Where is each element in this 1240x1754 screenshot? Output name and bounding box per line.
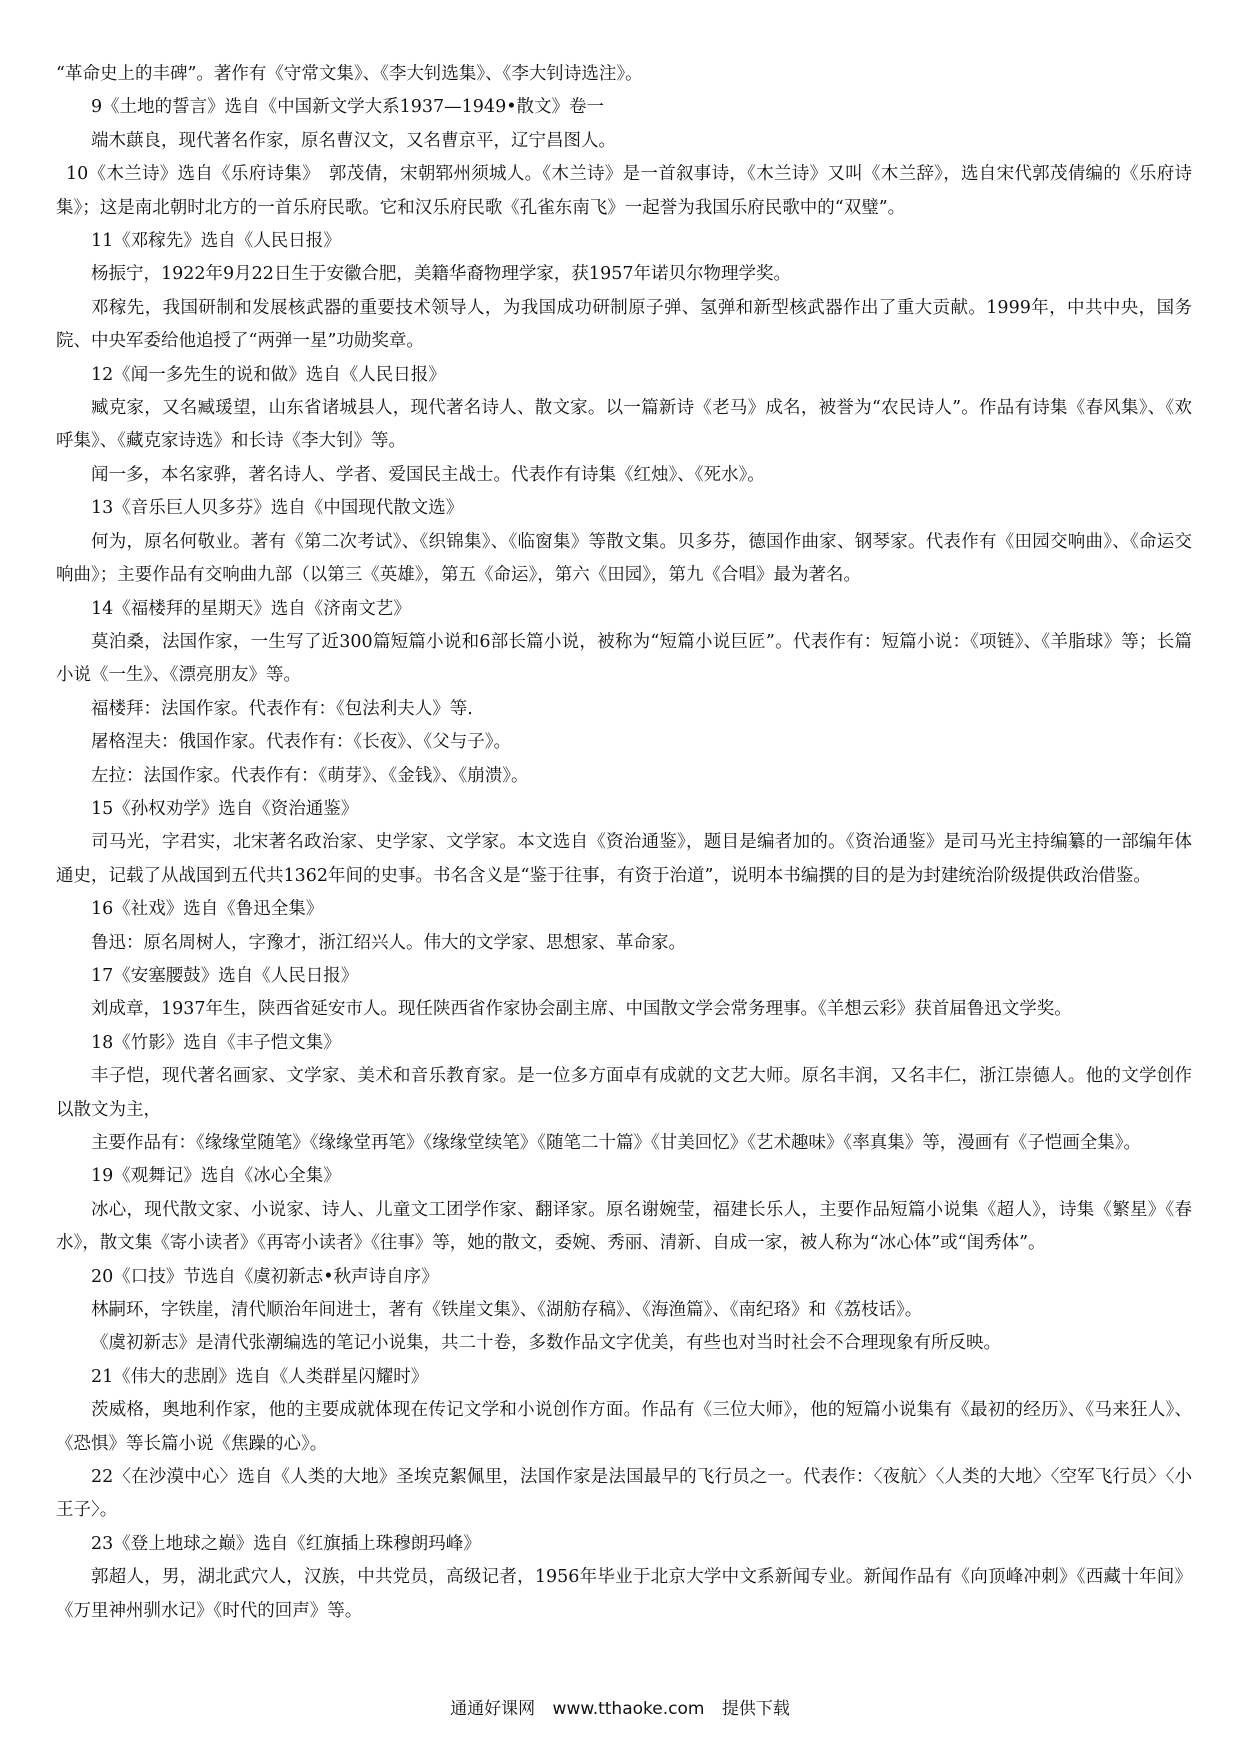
paragraph: 莫泊桑，法国作家，一生写了近300篇短篇小说和6部长篇小说，被称为“短篇小说巨匠”。代表作有：短篇小说：《项链》、《羊脂球》等；长篇小说《一生》、《漂亮朋友》等。 [56, 631, 1192, 686]
paragraph: 15《孙权劝学》选自《资治通鉴》 [91, 798, 359, 819]
paragraph: 11《邓稼先》选自《人民日报》 [91, 231, 341, 252]
footer-suffix: 提供下载 [721, 1699, 790, 1719]
footer-site-name: 通通好课网 [450, 1699, 536, 1719]
paragraph: 郭超人，男，湖北武穴人，汉族，中共党员，高级记者，1956年毕业于北京大学中文系新闻专业。新闻作品有《向顶峰冲刺》《西藏十年间》《万里神州驯水记》《时代的回声》等。 [56, 1567, 1192, 1621]
footer-url[interactable]: www.tthaoke.com [552, 1699, 705, 1719]
document-body [56, 58, 1192, 1628]
paragraph: 何为，原名何敬业。著有《第二次考试》、《织锦集》、《临窗集》等散文集。贝多芬，德国作曲家、钢琴家。代表作有《田园交响曲》、《命运交响曲》；主要作品有交响曲九部（以第三《英雄》，第五《命运》，第六《田园》，第九《合唱》最为著名。 [56, 531, 1192, 586]
paragraph: 17《安塞腰鼓》选自《人民日报》 [91, 965, 359, 986]
paragraph: 臧克家，又名臧瑗望，山东省诸城县人，现代著名诗人、散文家。以一篇新诗《老马》成名，被誉为“农民诗人”。作品有诗集《春风集》、《欢呼集》、《藏克家诗选》和长诗《李大钊》等。 [56, 398, 1192, 452]
paragraph: 司马光，字君实，北宋著名政治家、史学家、文学家。本文选自《资治通鉴》，题目是编者加的。《资治通鉴》是司马光主持编纂的一部编年体通史，记载了从战国到五代共1362年间的史事。书名含义是“鉴于往事，有资于治道”，说明本书编撰的目的是为封建统治阶级提供政治借鉴。 [56, 832, 1192, 886]
paragraph: 鲁迅：原名周树人，字豫才，浙江绍兴人。伟大的文学家、思想家、革命家。 [91, 932, 686, 953]
paragraph: 19《观舞记》选自《冰心全集》 [91, 1166, 341, 1187]
paragraph: 丰子恺，现代著名画家、文学家、美术和音乐教育家。是一位多方面卓有成就的文艺大师。原名丰润，又名丰仁，浙江崇德人。他的文学创作以散文为主， [56, 1066, 1192, 1120]
paragraph: 端木蕻良，现代著名作家，原名曹汉文，又名曹京平，辽宁昌图人。 [91, 130, 616, 151]
paragraph: 冰心，现代散文家、小说家、诗人、儿童文工团学作家、翻译家。原名谢婉莹，福建长乐人，主要作品短篇小说集《超人》，诗集《繁星》《春水》，散文集《寄小读者》《再寄小读者》《往事》等，她的散文，委婉、秀丽、清新、自成一家，被人称为“冰心体”或“闺秀体”。 [56, 1199, 1192, 1254]
paragraph: 左拉：法国作家。代表作有：《萌芽》、《金钱》、《崩溃》。 [91, 765, 529, 786]
paragraph: 16《社戏》选自《鲁迅全集》 [91, 899, 324, 920]
paragraph: 12《闻一多先生的说和做》选自《人民日报》 [91, 364, 446, 385]
paragraph: 21《伟大的悲剧》选自《人类群星闪耀时》 [91, 1366, 429, 1387]
paragraph: 茨威格，奥地利作家，他的主要成就体现在传记文学和小说创作方面。作品有《三位大师》，他的短篇小说集有《最初的经历》、《马来狂人》、《恐惧》等长篇小说《焦躁的心》。 [56, 1400, 1192, 1454]
page-footer [0, 1694, 1240, 1719]
paragraph: 林嗣环，字铁崖，清代顺治年间进士，著有《铁崖文集》、《湖舫存稿》、《海渔篇》、《南纪珞》和《荔枝话》。 [91, 1300, 923, 1321]
paragraph: 主要作品有：《缘缘堂随笔》《缘缘堂再笔》《缘缘堂续笔》《随笔二十篇》《甘美回忆》《艺术趣味》《率真集》等，漫画有《子恺画全集》。 [91, 1133, 1141, 1153]
paragraph: 刘成章，1937年生，陕西省延安市人。现任陕西省作家协会副主席、中国散文学会常务理事。《羊想云彩》获首届鲁迅文学奖。 [91, 999, 1072, 1020]
paragraph: “革命史上的丰碑”。著作有《守常文集》、《李大钊选集》、《李大钊诗选注》。 [56, 64, 643, 84]
paragraph: 14《福楼拜的星期天》选自《济南文艺》 [91, 598, 411, 619]
paragraph: 闻一多，本名家骅，著名诗人、学者、爱国民主战士。代表作有诗集《红烛》、《死水》。 [91, 464, 765, 485]
paragraph: 18《竹影》选自《丰子恺文集》 [91, 1032, 341, 1053]
paragraph: 10《木兰诗》选自《乐府诗集》 郭茂倩，宋朝郓州须城人。《木兰诗》是一首叙事诗，《木兰诗》又叫《木兰辞》，选自宋代郭茂倩编的《乐府诗集》；这是南北朝时北方的一首乐府民歌。它和汉乐府民歌《孔雀东南飞》一起誉为我国乐府民歌中的“双璧”。 [56, 164, 1192, 218]
paragraph: 23《登上地球之巅》选自《红旗插上珠穆朗玛峰》 [91, 1533, 481, 1554]
paragraph: 杨振宁，1922年9月22日生于安徽合肥，美籍华裔物理学家，获1957年诺贝尔物理学奖。 [91, 264, 791, 285]
paragraph: 22〈在沙漠中心〉选自《人类的大地》圣埃克絮佩里，法国作家是法国最早的飞行员之一。代表作：〈夜航〉〈人类的大地〉〈空军飞行员〉〈小王子〉。 [56, 1467, 1192, 1521]
paragraph: 《虞初新志》是清代张潮编选的笔记小说集，共二十卷，多数作品文字优美，有些也对当时社会不合理现象有所反映。 [91, 1333, 1001, 1354]
paragraph: 9《土地的誓言》选自《中国新文学大系1937—1949•散文》卷一 [91, 97, 605, 118]
paragraph: 邓稼先，我国研制和发展核武器的重要技术领导人，为我国成功研制原子弹、氢弹和新型核武器作出了重大贡献。1999年，中共中央，国务院、中央军委给他追授了“两弹一星”功勋奖章。 [56, 297, 1192, 352]
paragraph: 13《音乐巨人贝多芬》选自《中国现代散文选》 [91, 498, 464, 519]
paragraph: 屠格涅夫：俄国作家。代表作有：《长夜》、《父与子》。 [91, 732, 511, 753]
paragraph: 福楼拜：法国作家。代表作有：《包法利夫人》等. [91, 698, 473, 719]
paragraph: 20《口技》节选自《虞初新志•秋声诗自序》 [91, 1266, 439, 1287]
